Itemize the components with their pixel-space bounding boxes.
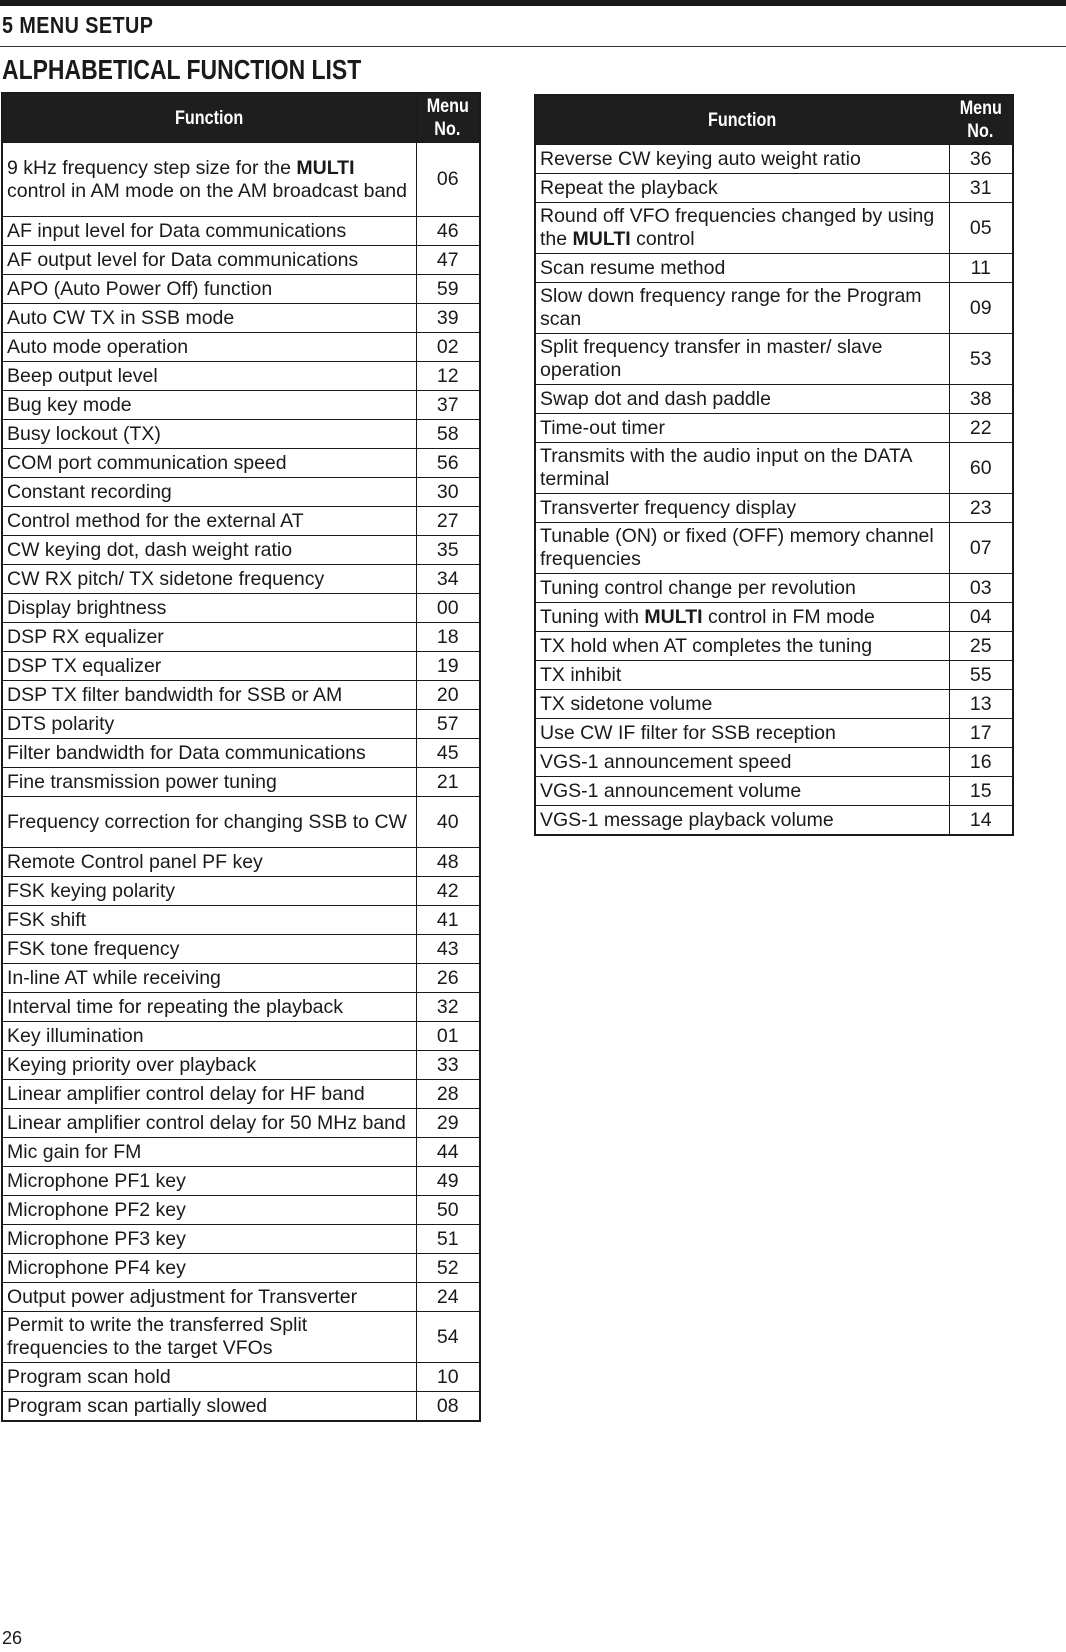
function-cell [2, 1051, 416, 1080]
function-cell [2, 797, 416, 848]
function-text: Auto mode operation [7, 335, 189, 358]
table-row [2, 143, 480, 217]
menu-number-cell: 39 [416, 304, 480, 333]
function-text: Interval time for repeating the playback [7, 995, 344, 1018]
function-cell [535, 690, 949, 719]
function-text: Transverter frequency display [540, 496, 797, 519]
table-row [2, 304, 480, 333]
menu-number-cell: 55 [949, 661, 1013, 690]
function-cell [535, 661, 949, 690]
function-cell [2, 217, 416, 246]
table-row [535, 494, 1013, 523]
section-title: 5 MENU SETUP [2, 12, 154, 38]
table-row [2, 935, 480, 964]
menu-number-cell: 32 [416, 993, 480, 1022]
function-text: Reverse CW keying auto weight ratio [540, 147, 861, 170]
menu-number-cell: 08 [416, 1392, 480, 1422]
table-row [2, 507, 480, 536]
function-cell [2, 1109, 416, 1138]
function-cell [2, 536, 416, 565]
table-row [535, 145, 1013, 174]
menu-number-cell: 21 [416, 768, 480, 797]
table-row [2, 993, 480, 1022]
menu-number-cell: 12 [416, 362, 480, 391]
menu-number-cell: 18 [416, 623, 480, 652]
function-cell [535, 603, 949, 632]
function-cell [535, 283, 949, 334]
table-row [535, 385, 1013, 414]
function-cell [535, 254, 949, 283]
menu-number-cell: 19 [416, 652, 480, 681]
function-cell [2, 362, 416, 391]
table-row [2, 681, 480, 710]
menu-number-cell: 20 [416, 681, 480, 710]
menu-number-cell: 52 [416, 1254, 480, 1283]
table-row [2, 652, 480, 681]
table-row [2, 1196, 480, 1225]
menu-number-cell: 11 [949, 254, 1013, 283]
menu-number-cell: 15 [949, 777, 1013, 806]
function-table-left [1, 92, 481, 1422]
function-text: Beep output level [7, 364, 158, 387]
function-cell [535, 145, 949, 174]
menu-number-cell: 04 [949, 603, 1013, 632]
table-row [2, 1312, 480, 1363]
menu-number-cell: 28 [416, 1080, 480, 1109]
function-cell [535, 719, 949, 748]
table-row [2, 797, 480, 848]
control-name: MULTI [644, 605, 703, 628]
menu-number-cell: 45 [416, 739, 480, 768]
function-cell [2, 848, 416, 877]
function-text: Round off VFO frequencies changed by using the [540, 205, 935, 250]
function-cell [2, 1196, 416, 1225]
table-row [2, 1080, 480, 1109]
function-text: Microphone PF2 key [7, 1198, 186, 1221]
function-cell [2, 391, 416, 420]
menu-number-cell: 29 [416, 1109, 480, 1138]
menu-number-cell: 58 [416, 420, 480, 449]
function-text: VGS-1 announcement speed [540, 750, 792, 773]
function-text: TX inhibit [540, 663, 622, 686]
table-row [2, 391, 480, 420]
no-header-label: No. [434, 119, 461, 140]
table-row [535, 777, 1013, 806]
function-cell [535, 334, 949, 385]
function-text: Split frequency transfer in master/ slave operation [540, 336, 883, 381]
function-text: control [630, 228, 695, 250]
table-row [535, 283, 1013, 334]
table-row [2, 449, 480, 478]
menu-number-cell: 51 [416, 1225, 480, 1254]
function-text: FSK tone frequency [7, 937, 180, 960]
table-row [2, 1254, 480, 1283]
table-row [2, 333, 480, 362]
menu-number-cell: 37 [416, 391, 480, 420]
table-row [2, 1363, 480, 1392]
function-cell [2, 304, 416, 333]
function-cell [2, 449, 416, 478]
function-text: VGS-1 announcement volume [540, 779, 802, 802]
function-cell [2, 993, 416, 1022]
function-cell [535, 632, 949, 661]
table-row [535, 603, 1013, 632]
menu-number-cell: 53 [949, 334, 1013, 385]
table-row [2, 768, 480, 797]
function-text: APO (Auto Power Off) function [7, 277, 273, 300]
function-cell [535, 494, 949, 523]
table-row [2, 362, 480, 391]
table-row [2, 420, 480, 449]
table-row [2, 478, 480, 507]
function-cell [2, 1363, 416, 1392]
control-name: MULTI [296, 156, 355, 179]
table-row [535, 254, 1013, 283]
function-cell [535, 523, 949, 574]
function-column-header [2, 93, 416, 143]
function-cell [535, 806, 949, 836]
table-row [535, 574, 1013, 603]
menu-number-cell: 36 [949, 145, 1013, 174]
function-text: Linear amplifier control delay for HF band [7, 1082, 365, 1105]
function-text: Auto CW TX in SSB mode [7, 306, 235, 329]
function-text: Constant recording [7, 480, 172, 503]
menu-number-cell: 07 [949, 523, 1013, 574]
function-text: CW RX pitch/ TX sidetone frequency [7, 567, 325, 590]
table-header-row [535, 95, 1013, 145]
menu-number-cell: 48 [416, 848, 480, 877]
function-text: Time-out timer [540, 416, 665, 439]
function-cell [2, 1022, 416, 1051]
function-cell [2, 1167, 416, 1196]
table-row [2, 1051, 480, 1080]
table-row [2, 964, 480, 993]
table-row [2, 739, 480, 768]
function-text: CW keying dot, dash weight ratio [7, 538, 293, 561]
function-text: Tunable (ON) or fixed (OFF) memory channel frequencies [540, 525, 934, 570]
table-row [535, 748, 1013, 777]
top-rule [0, 0, 1066, 6]
function-cell [535, 443, 949, 494]
menu-number-cell: 60 [949, 443, 1013, 494]
function-cell [535, 203, 949, 254]
table-row [2, 1138, 480, 1167]
function-text: Frequency correction for changing SSB to CW [7, 810, 407, 833]
function-text: Scan resume method [540, 256, 726, 279]
menu-number-cell: 14 [949, 806, 1013, 836]
menu-number-cell: 06 [416, 143, 480, 217]
function-cell [2, 565, 416, 594]
function-text: control in FM mode [702, 605, 875, 628]
function-cell [2, 710, 416, 739]
menu-number-cell: 50 [416, 1196, 480, 1225]
function-cell [535, 174, 949, 203]
menu-number-cell: 44 [416, 1138, 480, 1167]
table-row [2, 1392, 480, 1422]
menu-header-label: Menu [426, 96, 469, 117]
table-row [2, 594, 480, 623]
function-text: Program scan partially slowed [7, 1394, 268, 1417]
menu-number-cell: 25 [949, 632, 1013, 661]
function-cell [2, 652, 416, 681]
table-row [2, 1109, 480, 1138]
menu-number-cell: 35 [416, 536, 480, 565]
function-text: Bug key mode [7, 393, 132, 416]
function-text: Busy lockout (TX) [7, 422, 161, 445]
menu-number-cell: 01 [416, 1022, 480, 1051]
table-row [535, 523, 1013, 574]
menu-number-cell: 26 [416, 964, 480, 993]
function-text: Fine transmission power tuning [7, 770, 277, 793]
table-row [535, 174, 1013, 203]
menu-no-column-header [949, 95, 1013, 145]
menu-number-cell: 56 [416, 449, 480, 478]
menu-number-cell: 09 [949, 283, 1013, 334]
function-cell [2, 935, 416, 964]
function-text: COM port communication speed [7, 451, 287, 474]
function-cell [535, 414, 949, 443]
table-row [2, 1022, 480, 1051]
table-row [2, 877, 480, 906]
function-text: Tuning control change per revolution [540, 576, 856, 599]
table-header-row [2, 93, 480, 143]
function-cell [2, 1312, 416, 1363]
function-cell [2, 333, 416, 362]
function-text: Control method for the external AT [7, 509, 304, 532]
function-text: DSP TX equalizer [7, 654, 162, 677]
menu-number-cell: 13 [949, 690, 1013, 719]
table-row [2, 1225, 480, 1254]
function-text: Swap dot and dash paddle [540, 387, 771, 410]
table-row [2, 246, 480, 275]
function-text: Key illumination [7, 1024, 144, 1047]
table-row [2, 1283, 480, 1312]
function-text: In-line AT while receiving [7, 966, 221, 989]
table-row [2, 623, 480, 652]
menu-number-cell: 00 [416, 594, 480, 623]
table-row [535, 661, 1013, 690]
function-text: VGS-1 message playback volume [540, 808, 834, 831]
function-table-right [534, 94, 1014, 836]
function-cell [2, 681, 416, 710]
function-cell [2, 1254, 416, 1283]
function-cell [2, 1080, 416, 1109]
table-row [535, 806, 1013, 836]
control-name: MULTI [572, 228, 631, 250]
function-text: DTS polarity [7, 712, 115, 735]
page-number: 26 [2, 1628, 23, 1648]
function-text: Use CW IF filter for SSB reception [540, 721, 836, 744]
function-text: FSK keying polarity [7, 879, 175, 902]
function-cell [2, 594, 416, 623]
function-text: TX sidetone volume [540, 692, 713, 715]
table-row [535, 414, 1013, 443]
table-row [535, 690, 1013, 719]
table-row [2, 536, 480, 565]
function-text: Microphone PF3 key [7, 1227, 186, 1250]
menu-number-cell: 31 [949, 174, 1013, 203]
table-row [535, 203, 1013, 254]
menu-number-cell: 43 [416, 935, 480, 964]
function-text: AF output level for Data communications [7, 248, 359, 271]
function-cell [2, 1225, 416, 1254]
menu-number-cell: 57 [416, 710, 480, 739]
menu-number-cell: 49 [416, 1167, 480, 1196]
function-cell [2, 623, 416, 652]
function-text: Tuning with [540, 605, 645, 628]
function-text: Display brightness [7, 596, 167, 619]
function-cell [2, 1283, 416, 1312]
function-text: Filter bandwidth for Data communications [7, 741, 366, 764]
function-cell [2, 906, 416, 935]
table-row [2, 275, 480, 304]
function-cell [535, 777, 949, 806]
function-header-label: Function [175, 107, 244, 129]
function-text: Permit to write the transferred Split frequencies to the target VFOs [7, 1314, 308, 1359]
menu-number-cell: 30 [416, 478, 480, 507]
menu-number-cell: 38 [949, 385, 1013, 414]
function-text: Program scan hold [7, 1365, 171, 1388]
function-header-label: Function [708, 109, 777, 131]
table-row [535, 719, 1013, 748]
menu-number-cell: 40 [416, 797, 480, 848]
function-cell [2, 877, 416, 906]
function-text: Transmits with the audio input on the DATA terminal [540, 445, 912, 490]
table-row [2, 565, 480, 594]
function-text: Output power adjustment for Transverter [7, 1285, 358, 1308]
function-text: Microphone PF1 key [7, 1169, 186, 1192]
menu-number-cell: 17 [949, 719, 1013, 748]
function-text: control in AM mode on the AM broadcast band [7, 179, 407, 202]
menu-number-cell: 24 [416, 1283, 480, 1312]
function-cell [2, 964, 416, 993]
menu-number-cell: 59 [416, 275, 480, 304]
function-cell [535, 385, 949, 414]
function-cell [535, 748, 949, 777]
function-cell [535, 574, 949, 603]
table-row [535, 443, 1013, 494]
page-heading: ALPHABETICAL FUNCTION LIST [2, 54, 362, 85]
menu-number-cell: 23 [949, 494, 1013, 523]
menu-number-cell: 22 [949, 414, 1013, 443]
menu-no-column-header [416, 93, 480, 143]
table-row [2, 1167, 480, 1196]
function-cell [2, 1138, 416, 1167]
menu-number-cell: 42 [416, 877, 480, 906]
menu-number-cell: 27 [416, 507, 480, 536]
function-cell [2, 739, 416, 768]
function-cell [2, 478, 416, 507]
menu-number-cell: 33 [416, 1051, 480, 1080]
table-row [535, 632, 1013, 661]
function-text: Microphone PF4 key [7, 1256, 186, 1279]
menu-number-cell: 02 [416, 333, 480, 362]
table-row [2, 710, 480, 739]
menu-number-cell: 54 [416, 1312, 480, 1363]
function-cell [2, 768, 416, 797]
menu-number-cell: 47 [416, 246, 480, 275]
function-column-header [535, 95, 949, 145]
table-row [2, 906, 480, 935]
function-text: DSP RX equalizer [7, 625, 164, 648]
menu-number-cell: 46 [416, 217, 480, 246]
menu-number-cell: 41 [416, 906, 480, 935]
function-cell [2, 420, 416, 449]
table-row [535, 334, 1013, 385]
table-row [2, 848, 480, 877]
function-text: 9 kHz frequency step size for the [7, 156, 297, 179]
function-text: AF input level for Data communications [7, 219, 347, 242]
function-cell [2, 275, 416, 304]
function-text: TX hold when AT completes the tuning [540, 634, 873, 657]
function-text: Linear amplifier control delay for 50 MHz band [7, 1111, 406, 1134]
menu-number-cell: 34 [416, 565, 480, 594]
function-cell [2, 246, 416, 275]
function-cell [2, 507, 416, 536]
function-text: DSP TX filter bandwidth for SSB or AM [7, 683, 343, 706]
menu-number-cell: 10 [416, 1363, 480, 1392]
function-text: Remote Control panel PF key [7, 850, 263, 873]
function-cell [2, 143, 416, 217]
table-row [2, 217, 480, 246]
function-text: FSK shift [7, 908, 87, 931]
function-text: Repeat the playback [540, 176, 718, 199]
menu-number-cell: 03 [949, 574, 1013, 603]
menu-number-cell: 05 [949, 203, 1013, 254]
right-table-body [535, 145, 1013, 836]
header-divider [0, 46, 1066, 47]
menu-number-cell: 16 [949, 748, 1013, 777]
menu-header-label: Menu [959, 98, 1002, 119]
function-cell [2, 1392, 416, 1422]
function-text: Keying priority over playback [7, 1053, 257, 1076]
function-text: Mic gain for FM [7, 1140, 142, 1163]
left-table-body [2, 143, 480, 1422]
function-text: Slow down frequency range for the Program scan [540, 285, 922, 330]
no-header-label: No. [967, 121, 994, 142]
